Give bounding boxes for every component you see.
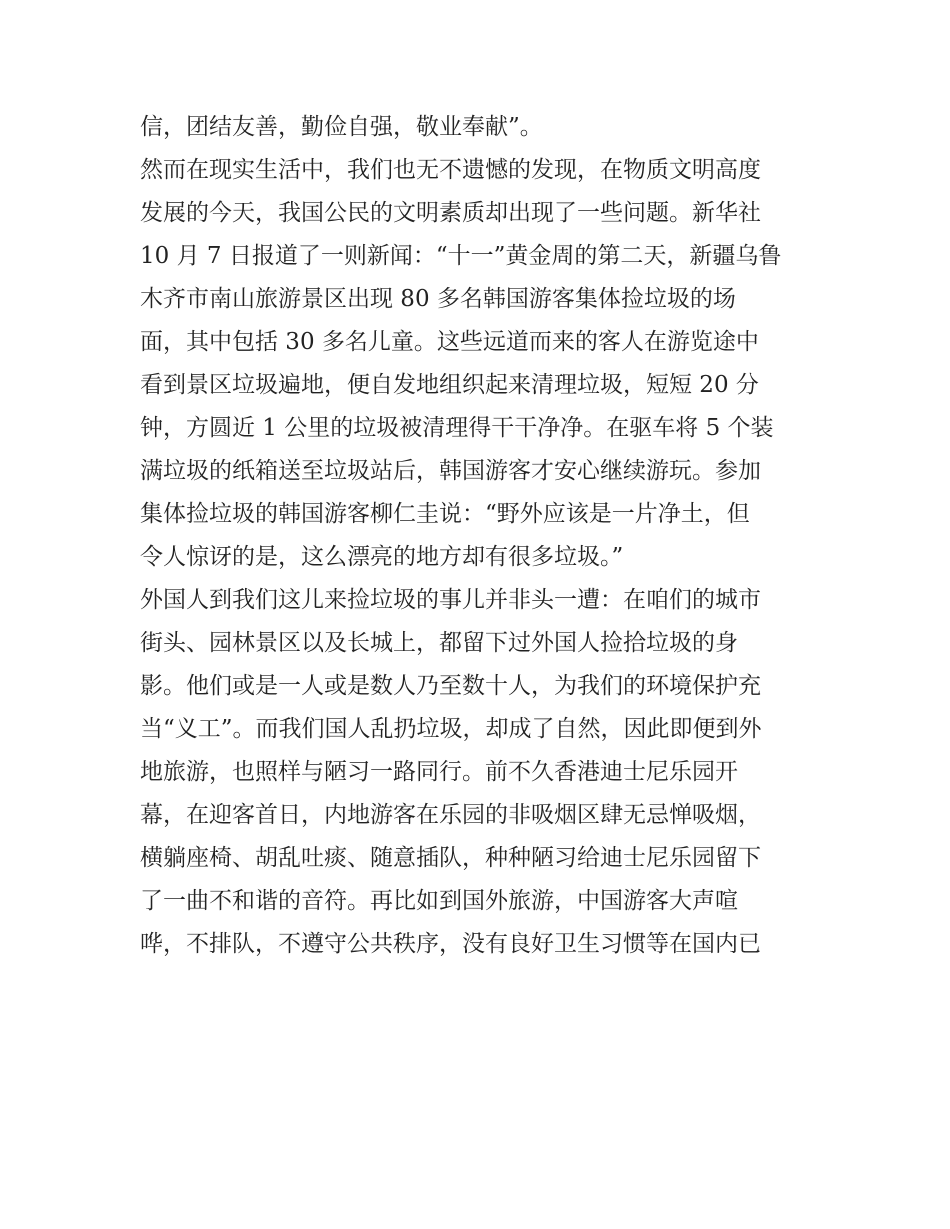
text-line: 面，其中包括 30 多名儿童。这些远道而来的客人在游览途中	[140, 329, 759, 355]
text-line: 了一曲不和谐的音符。再比如到国外旅游，中国游客大声喧	[140, 888, 738, 914]
text-line: 当“义工”。而我们国人乱扔垃圾，却成了自然，因此即便到外	[140, 716, 762, 742]
text-line: 地旅游，也照样与陋习一路同行。前不久香港迪士尼乐园开	[140, 759, 738, 785]
text-line: 集体捡垃圾的韩国游客柳仁圭说：“野外应该是一片净土，但	[140, 501, 750, 527]
text-line: 看到景区垃圾遍地，便自发地组织起来清理垃圾，短短 20 分	[140, 372, 759, 398]
text-line: 信，团结友善，勤俭自强，敬业奉献”。	[140, 114, 543, 140]
text-line: 外国人到我们这儿来捡垃圾的事儿并非头一遭：在咱们的城市	[140, 587, 761, 613]
text-line: 满垃圾的纸箱送至垃圾站后，韩国游客才安心继续游玩。参加	[140, 458, 761, 484]
text-line: 10 月 7 日报道了一则新闻：“十一”黄金周的第二天，新疆乌鲁	[140, 243, 782, 269]
text-line: 街头、园林景区以及长城上，都留下过外国人捡拾垃圾的身	[140, 630, 738, 656]
text-line: 影。他们或是一人或是数人乃至数十人，为我们的环境保护充	[140, 673, 761, 699]
text-line: 令人惊讶的是，这么漂亮的地方却有很多垃圾。”	[140, 544, 624, 570]
body-text	[140, 106, 820, 966]
text-line: 幕，在迎客首日，内地游客在乐园的非吸烟区肆无忌惮吸烟，	[140, 802, 761, 828]
text-line: 横躺座椅、胡乱吐痰、随意插队，种种陋习给迪士尼乐园留下	[140, 845, 761, 871]
text-line: 哗，不排队，不遵守公共秩序，没有良好卫生习惯等在国内已	[140, 931, 761, 957]
text-line: 木齐市南山旅游景区出现 80 多名韩国游客集体捡垃圾的场	[140, 286, 736, 312]
text-line: 发展的今天，我国公民的文明素质却出现了一些问题。新华社	[140, 200, 761, 226]
text-line: 钟，方圆近 1 公里的垃圾被清理得干干净净。在驱车将 5 个装	[140, 415, 774, 441]
text-line: 然而在现实生活中，我们也无不遗憾的发现，在物质文明高度	[140, 157, 761, 183]
